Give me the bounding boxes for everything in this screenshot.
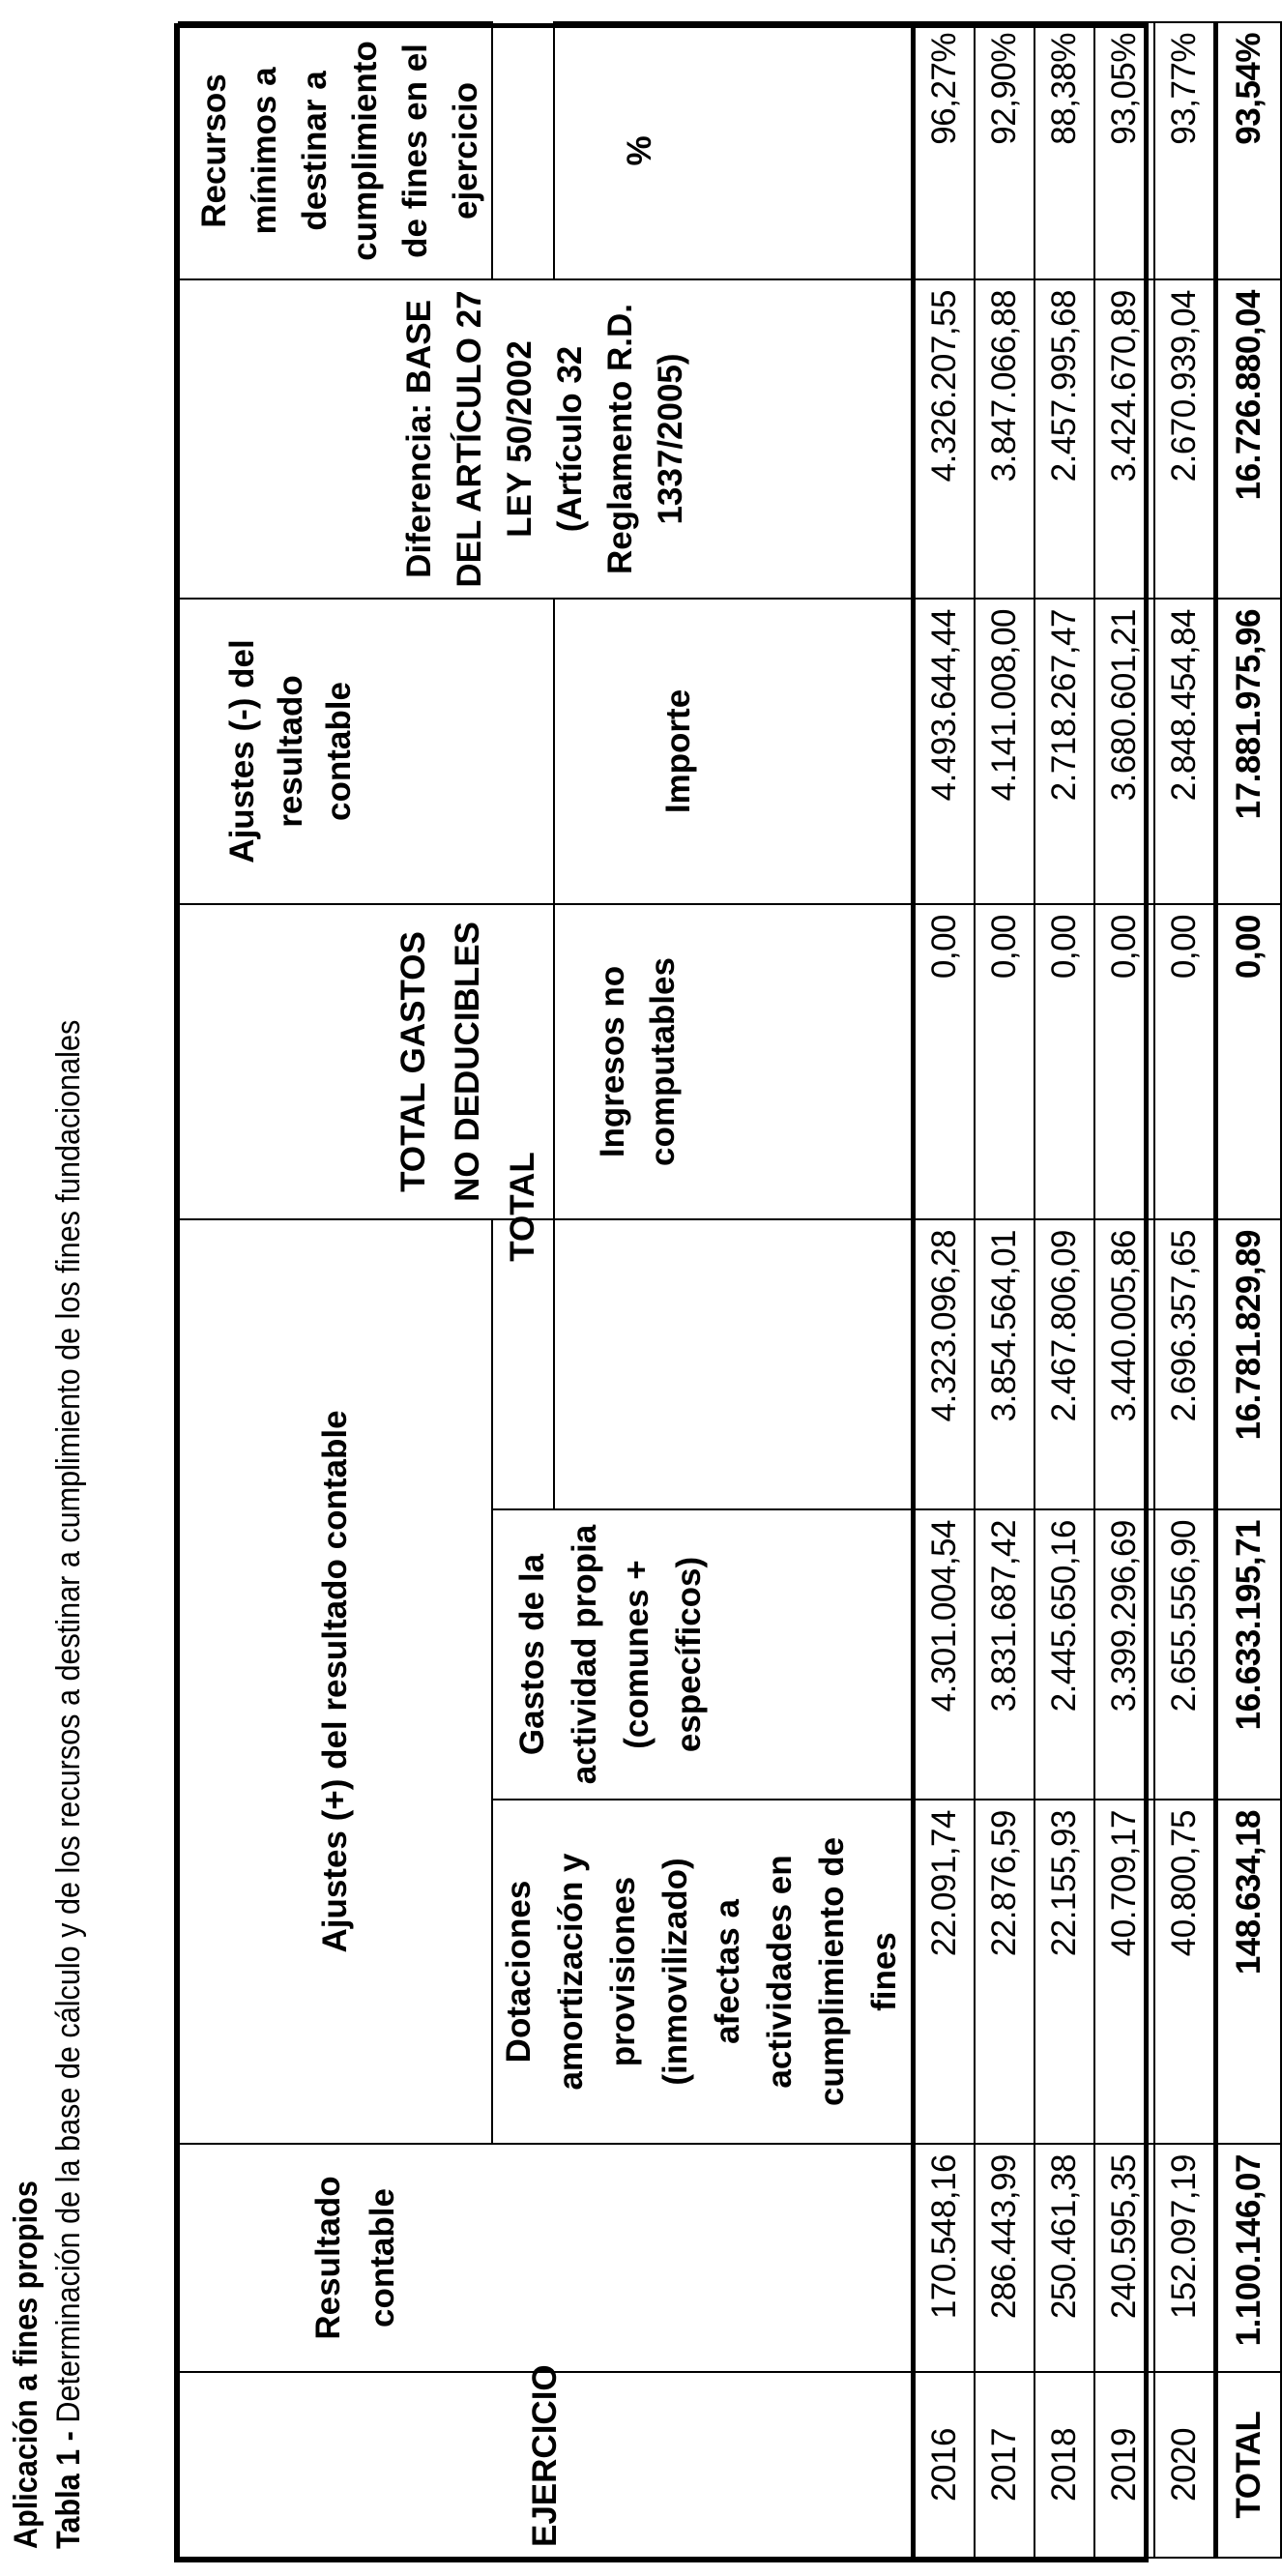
cell-total-gastos: 4.323.096,28 [914,1219,976,1509]
cell-total-gastos: 2.467.806,09 [1034,1219,1094,1509]
cell-diferencia: 17.881.975,96 [1216,599,1282,904]
cell-resultado: 286.443,99 [975,2144,1034,2372]
header-recursos-minimos: Recursos mínimos a destinar a cumplimiento de fines en el ejercicio [179,22,492,279]
cell-gastos: 16.633.195,71 [1216,1509,1282,1800]
cell-importe: 3.847.066,88 [975,279,1034,599]
cell-gastos: 3.399.296,69 [1094,1509,1154,1800]
cell-porcentaje: 93,05% [1094,22,1154,279]
cell-gastos: 2.655.556,90 [1154,1509,1216,1800]
header-ejercicio: EJERCICIO [179,2372,914,2558]
table-caption [50,1020,88,2549]
cell-ingresos: 0,00 [1034,904,1094,1219]
cell-importe: 2.457.995,68 [1034,279,1094,599]
cell-dotaciones: 22.876,59 [975,1800,1034,2144]
cell-dotaciones: 22.155,93 [1034,1800,1094,2144]
cell-diferencia: 4.141.008,00 [975,599,1034,904]
cell-porcentaje: 92,90% [975,22,1034,279]
cell-diferencia: 2.718.267,47 [1034,599,1094,904]
caption-text: Determinación de la base de cálculo y de los recursos a destinar a cumplimiento de los fines fundacionales [50,1019,87,2432]
table-body [914,22,1282,2558]
cell-year: 2018 [1034,2372,1094,2558]
table-row [1034,22,1094,2558]
header-total-gastos: TOTAL GASTOS NO DEDUCIBLES [179,904,554,1219]
fines-table [178,21,1282,2559]
total-row [1216,22,1282,2558]
cell-ingresos: 0,00 [1154,904,1216,1219]
cell-resultado: 152.097,19 [1154,2144,1216,2372]
cell-dotaciones: 148.634,18 [1216,1800,1282,2144]
cell-importe: 3.424.670,89 [1094,279,1154,599]
header-resultado-contable: Resultado contable [179,2144,914,2372]
cell-gastos: 3.831.687,42 [975,1509,1034,1800]
cell-total-gastos: 16.781.829,89 [1216,1219,1282,1509]
cell-ingresos: 0,00 [1094,904,1154,1219]
cell-diferencia: 2.848.454,84 [1154,599,1216,904]
cell-year: 2016 [914,2372,976,2558]
table-row [914,22,976,2558]
header-ajustes-positivos: Ajustes (+) del resultado contable [179,1219,492,2144]
cell-gastos: 4.301.004,54 [914,1509,976,1800]
header-ingresos-no-computables: Ingresos no computables [554,904,914,1219]
cell-year: 2017 [975,2372,1034,2558]
cell-resultado: 170.548,16 [914,2144,976,2372]
cell-ingresos: 0,00 [914,904,976,1219]
cell-porcentaje: 93,77% [1154,22,1216,279]
cell-ingresos: 0,00 [1216,904,1282,1219]
cell-total-gastos: 3.440.005,86 [1094,1219,1154,1509]
page-heading: Aplicación a fines propios [8,2181,44,2549]
cell-diferencia: 3.680.601,21 [1094,599,1154,904]
header-dotaciones: Dotaciones amortización y provisiones (inmovilizado) afectas a actividades en cumplimiento de fines [492,1800,914,2144]
cell-resultado: 250.461,38 [1034,2144,1094,2372]
cell-importe: 2.670.939,04 [1154,279,1216,599]
header-ajustes-negativos: Ajustes (-) del resultado contable [179,599,554,904]
cell-resultado: 240.595,35 [1094,2144,1154,2372]
cell-importe: 16.726.880,04 [1216,279,1282,599]
header-diferencia-base: Diferencia: BASE DEL ARTÍCULO 27 LEY 50/2002 (Artículo 32 Reglamento R.D. 1337/2005) [179,279,914,599]
cell-dotaciones: 40.800,75 [1154,1800,1216,2144]
cell-dotaciones: 40.709,17 [1094,1800,1154,2144]
cell-dotaciones: 22.091,74 [914,1800,976,2144]
cell-total-label: TOTAL [1216,2372,1282,2558]
cell-year: 2019 [1094,2372,1154,2558]
cell-gastos: 2.445.650,16 [1034,1509,1094,1800]
cell-total-gastos: 3.854.564,01 [975,1219,1034,1509]
cell-importe: 4.326.207,55 [914,279,976,599]
table-row [975,22,1034,2558]
caption-label: Tabla 1 - [50,2431,87,2549]
cell-diferencia: 4.493.644,44 [914,599,976,904]
cell-ingresos: 0,00 [975,904,1034,1219]
cell-year: 2020 [1154,2372,1216,2558]
cell-porcentaje: 93,54% [1216,22,1282,279]
header-porcentaje: % [554,22,914,279]
header-gastos-actividad: Gastos de la actividad propia (comunes + específicos) [492,1509,914,1800]
cell-total-gastos: 2.696.357,65 [1154,1219,1216,1509]
cell-porcentaje: 88,38% [1034,22,1094,279]
cell-porcentaje: 96,27% [914,22,976,279]
table-row [1154,22,1216,2558]
header-total: TOTAL [492,904,554,1509]
header-total-gastos-spacer [554,1219,914,1509]
header-importe: Importe [554,599,914,904]
cell-resultado: 1.100.146,07 [1216,2144,1282,2372]
table-row [1094,22,1154,2558]
